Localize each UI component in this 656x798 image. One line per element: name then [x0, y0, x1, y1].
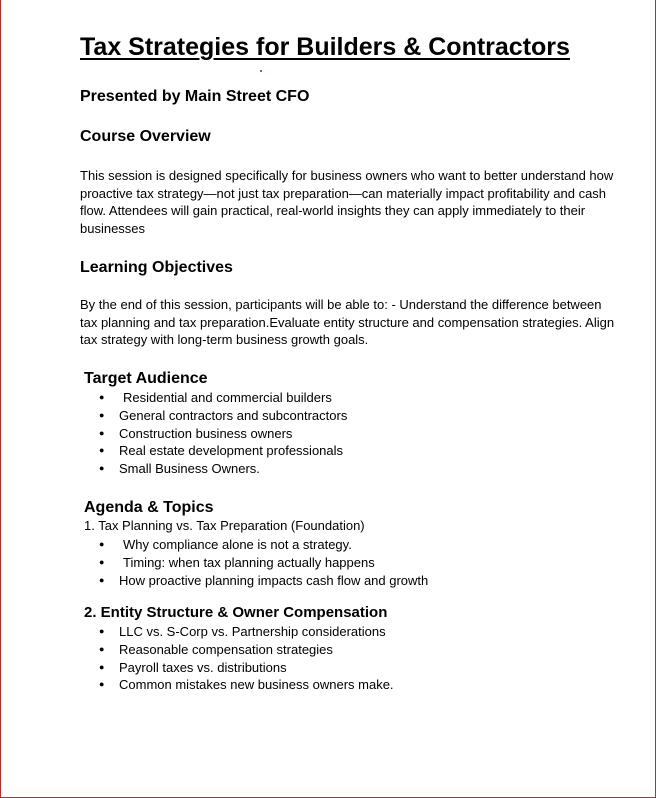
course-overview-heading: Course Overview — [80, 128, 211, 145]
agenda-section-1-title: 1. Tax Planning vs. Tax Preparation (Foundation) — [84, 518, 365, 533]
list-item: ● Construction business owners — [98, 425, 347, 443]
learning-objectives-heading: Learning Objectives — [80, 259, 233, 276]
list-item: ● How proactive planning impacts cash flow and growth — [98, 572, 428, 590]
list-item: ● LLC vs. S-Corp vs. Partnership considerations — [98, 623, 394, 641]
list-item: ● Small Business Owners. — [98, 460, 347, 478]
document-title: Tax Strategies for Builders & Contractors — [80, 33, 570, 61]
cursor-dot — [260, 70, 262, 72]
list-item: ● General contractors and subcontractors — [98, 407, 347, 425]
list-item: ● Common mistakes new business owners make. — [98, 676, 394, 694]
list-item: ● Payroll taxes vs. distributions — [98, 659, 394, 677]
list-item: ● Real estate development professionals — [98, 442, 347, 460]
course-overview-text: This session is designed specifically for business owners who want to better understand how proactive tax strategy—not just tax preparation—can materially impact profitability and cash flow. Attendees will gain practical, real-world insights they can apply immediately to their businesses — [80, 168, 614, 236]
agenda-section-2-title: 2. Entity Structure & Owner Compensation — [84, 604, 388, 621]
agenda-section-2-list — [98, 623, 394, 694]
list-item: ● Residential and commercial builders — [98, 389, 347, 407]
target-audience-list — [98, 389, 347, 478]
agenda-section-1-list — [98, 536, 428, 589]
list-item: ● Reasonable compensation strategies — [98, 641, 394, 659]
agenda-heading: Agenda & Topics — [84, 499, 214, 516]
learning-objectives-text: By the end of this session, participants will be able to: - Understand the difference between tax planning and tax preparation.Evaluate entity structure and compensation strategies. Align tax strategy with long-term business growth goals. — [80, 297, 615, 348]
presenter-line: Presented by Main Street CFO — [80, 88, 310, 105]
target-audience-heading: Target Audience — [84, 370, 208, 387]
list-item: ● Timing: when tax planning actually happens — [98, 554, 428, 572]
list-item: ● Why compliance alone is not a strategy. — [98, 536, 428, 554]
